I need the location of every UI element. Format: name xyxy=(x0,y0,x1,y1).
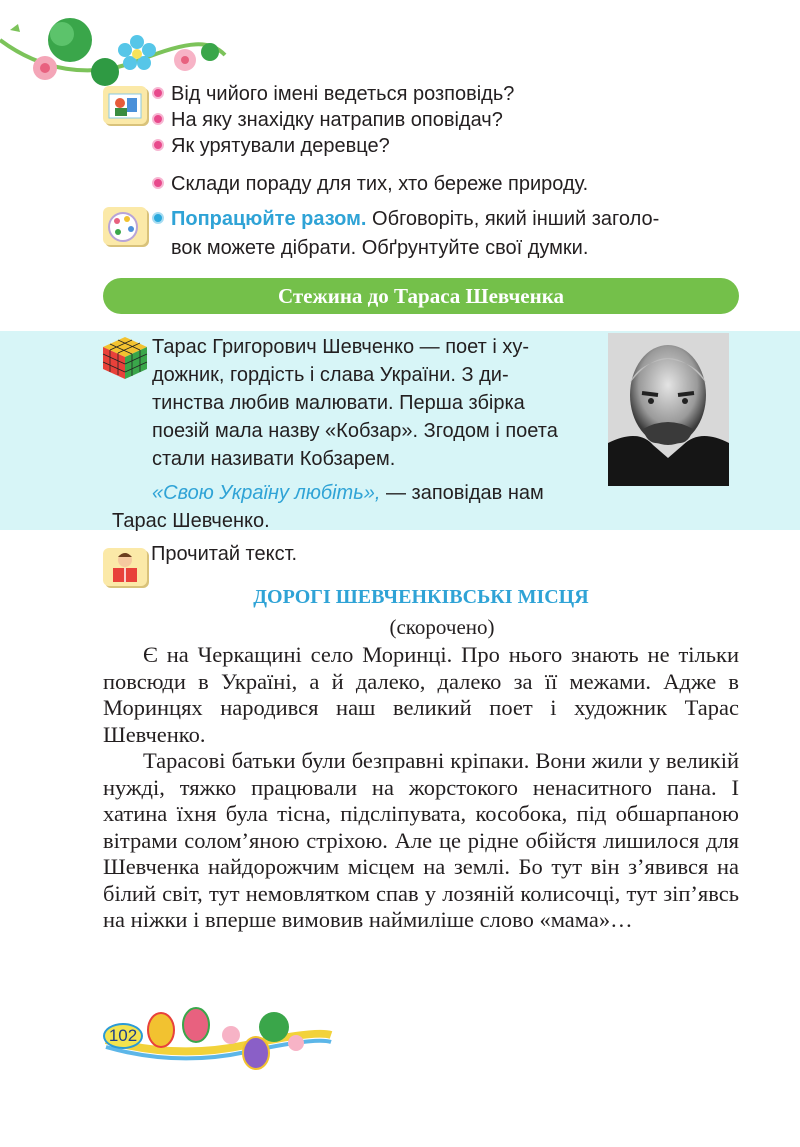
reading-instruction: Прочитай текст. xyxy=(151,543,298,565)
bullet-icon xyxy=(152,212,164,224)
question-item: Від чийого імені ведеться розповідь? xyxy=(152,82,514,106)
story-paragraph: Є на Черкащині село Моринці. Про нього знають не тільки повсюди в Україні, а й далеко, далеко за її межами. Адже в Моринцях народився наш великий поет і художник Тарас Шевченко. xyxy=(103,642,739,747)
reading-child-icon xyxy=(103,548,147,586)
story-title: ДОРОГІ ШЕВЧЕНКІВСЬКІ МІСЦЯ xyxy=(253,586,589,608)
bullet-icon xyxy=(152,177,164,189)
question-icon xyxy=(103,86,147,124)
work-together-task: Попрацюйте разом. Обговоріть, який інший заголо- вок можете дібрати. Обґрунтуйте свої думки. xyxy=(152,205,732,263)
question-item: На яку знахідку натрапив оповідач? xyxy=(152,108,503,132)
info-text: Тарас Григорович Шевченко — поет і ху- дожник, гордість і слава України. З ди- тинства любив малювати. Перша збірка поезій мала назву «Кобзар». Згодом і поета стали називати Кобзарем. «Свою Україну любіть», — заповідав нам Тарас Шевченко. xyxy=(112,336,558,532)
question-item: Як урятували деревце? xyxy=(152,134,390,158)
story-paragraph: Тарасові батьки були безправні кріпаки. Вони жили у великій нужді, тяжко працювали на жорстокого ненаситного пана. І хатина їхня була тісна, підсліпувата, кособока, під обшарпаною вітрами солом’яною стріхою. Але це рідне обійстя лишилося для Шевченка найдорожчим місцем на землі. Бо тут він з’явився на білий світ, тут немовлятком спав у лозяній колисочці, тут зіп’явсь на ніжки і вперше вимовив наймиліше слово «мама»… xyxy=(103,748,739,932)
bullet-icon xyxy=(152,113,164,125)
portrait-image xyxy=(608,333,729,486)
bullet-icon xyxy=(152,139,164,151)
story-subtitle: (скорочено) xyxy=(389,615,495,639)
palette-icon xyxy=(103,207,147,245)
section-banner: Стежина до Тараса Шевченка xyxy=(103,278,739,314)
page-number: 102 xyxy=(103,1023,143,1049)
floral-ornament xyxy=(0,10,230,90)
question-item: Склади пораду для тих, хто береже природу. xyxy=(152,172,588,196)
story-text xyxy=(103,642,739,934)
bullet-icon xyxy=(152,87,164,99)
